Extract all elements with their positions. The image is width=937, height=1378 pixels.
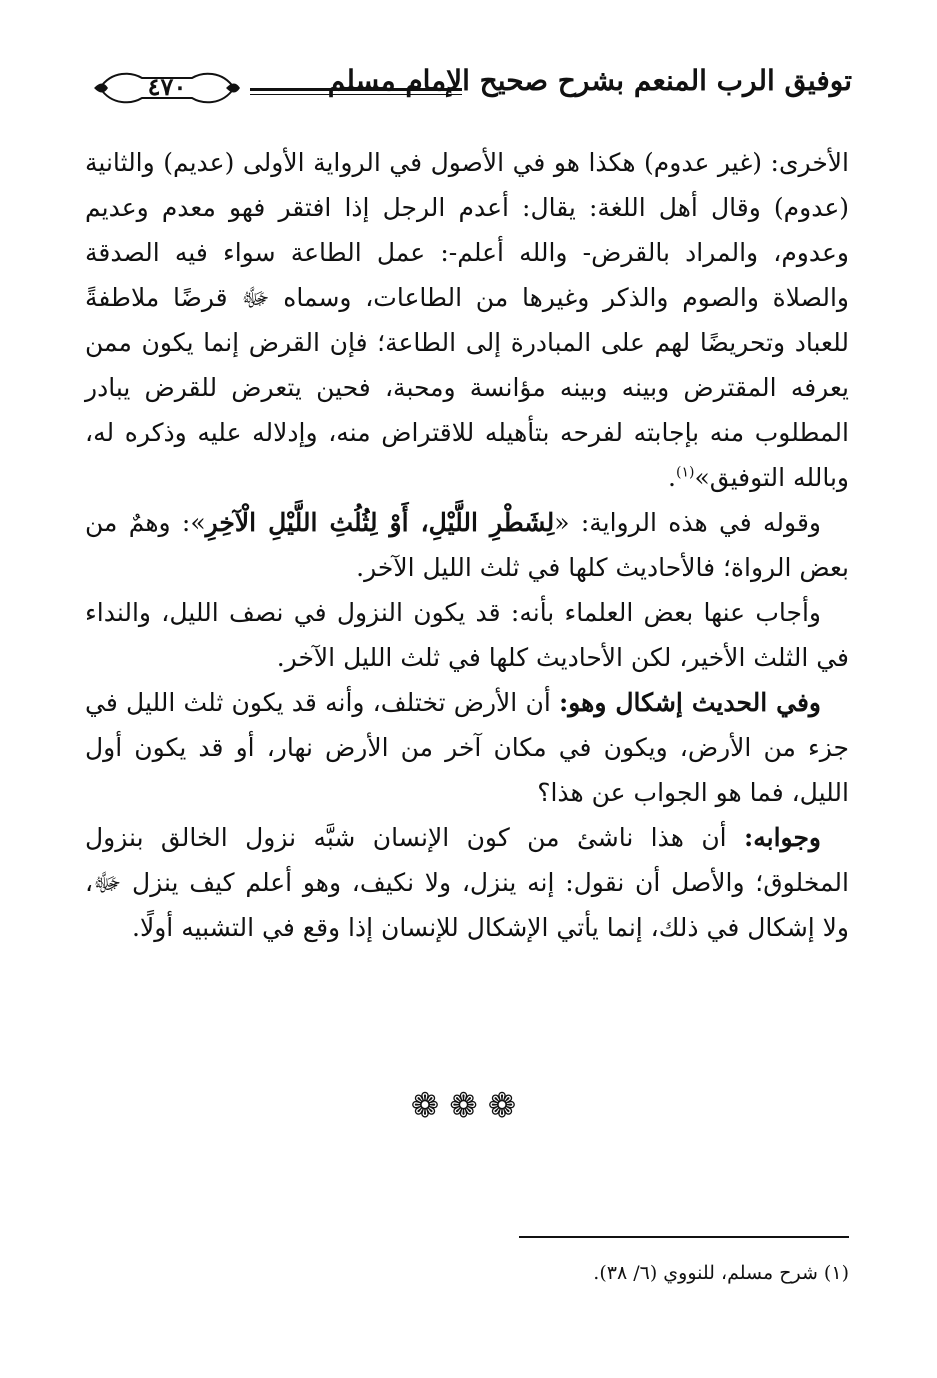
paragraph-commentary xyxy=(85,140,849,500)
paragraph-problem xyxy=(85,680,849,815)
paragraph-text-after: »: وهمٌ من بعض الرواة؛ فالأحاديث كلها في ثلث الليل الآخر. xyxy=(85,508,849,582)
paragraph-text: وأجاب عنها بعض العلماء بأنه: قد يكون النزول في نصف الليل، والنداء في الثلث الأخير، لكن الأحاديث كلها في ثلث الليل الآخر. xyxy=(85,598,849,672)
paragraph-lead: وجوابه: xyxy=(744,823,821,852)
paragraph-text-before: وقوله في هذه الرواية: « xyxy=(554,508,821,537)
hadith-quote: لِشَطْرِ اللَّيْلِ، أَوْ لِثُلُثِ اللَّيْلِ الْآخِرِ xyxy=(205,508,555,537)
paragraph-text: الأخرى: (غير عدوم) هكذا هو في الأصول في الرواية الأولى (عديم) والثانية (عدوم) وقال أهل اللغة: يقال: أعدم الرجل إذا افتقر فهو معدم وعديم وعدوم، والمراد بالقرض- والله أعلم-: عمل الطاعة سواء فيه الصدقة والصلاة والصوم والذكر وغيرها من الطاعات، وسماه ﷻ قرضًا ملاطفةً للعباد وتحريضًا لهم على المبادرة إلى الطاعة؛ فإن القرض إنما يكون ممن يعرفه المقترض وبينه وبينه مؤانسة ومحبة، فحين يتعرض للقرض يبادر المطلوب منه بإجابته لفرحه بتأهيله للاقتراض منه، وإدلاله عليه وذكره له، وبالله التوفيق» xyxy=(85,148,849,492)
paragraph-tail: . xyxy=(668,463,676,492)
paragraph-text: أن الأرض تختلف، وأنه قد يكون ثلث الليل في جزء من الأرض، ويكون في مكان آخر من الأرض نهار، أو قد يكون أول الليل، فما هو الجواب عن هذا؟ xyxy=(85,688,849,807)
page-number: ٤٧٠ xyxy=(147,72,187,101)
section-separator: ❁❁❁ xyxy=(410,1086,527,1126)
paragraph-answer xyxy=(85,815,849,950)
page-number-ornament xyxy=(92,64,242,112)
paragraph-lead: وفي الحديث إشكال وهو: xyxy=(559,688,821,717)
main-text xyxy=(85,140,849,950)
footnote: (١) شرح مسلم، للنووي (٦/ ٣٨). xyxy=(593,1262,849,1284)
paragraph-text: أن هذا ناشئ من كون الإنسان شبَّه نزول الخالق بنزول المخلوق؛ والأصل أن نقول: إنه ينزل، ولا نكيف، وهو أعلم كيف ينزل ﷻ، ولا إشكال في ذلك، إنما يأتي الإشكال للإنسان إذا وقع في التشبيه أولًا. xyxy=(85,823,849,942)
page-header xyxy=(80,58,852,126)
footnote-reference: (١) xyxy=(675,464,695,481)
paragraph-narration-note xyxy=(85,500,849,590)
paragraph-scholars-answer xyxy=(85,590,849,680)
header-rule xyxy=(250,88,462,91)
running-title: توفيق الرب المنعم بشرح صحيح الإمام مسلم xyxy=(327,64,852,97)
footnote-divider xyxy=(519,1236,849,1238)
